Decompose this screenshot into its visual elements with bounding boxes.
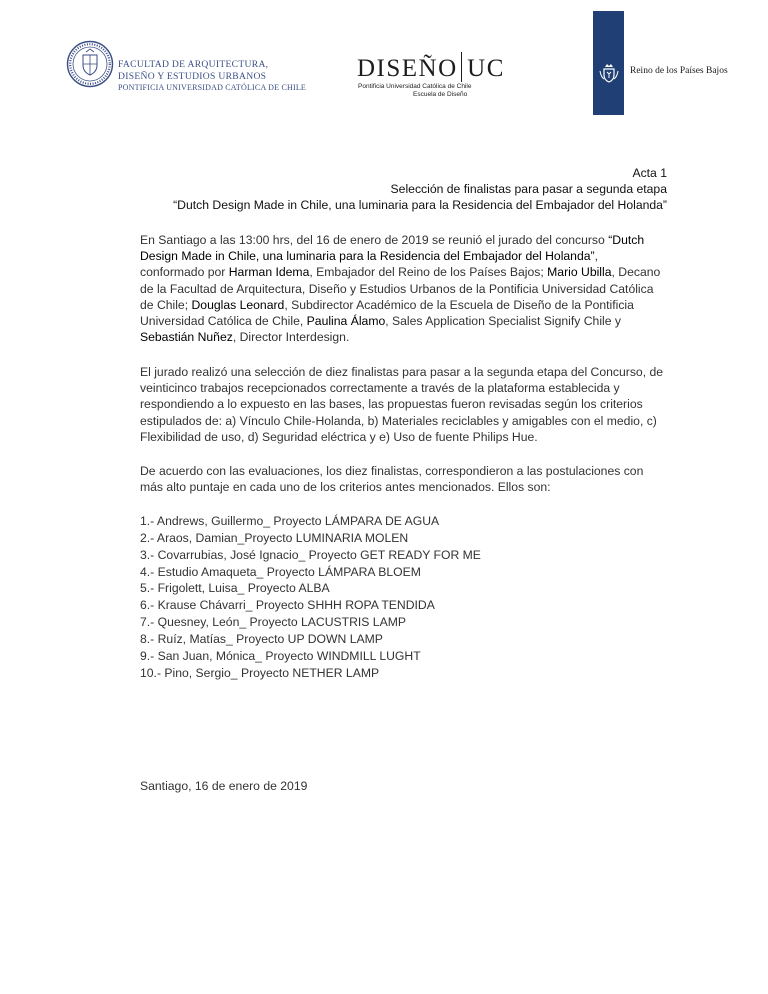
diseno-uc-logo	[357, 52, 505, 83]
paragraph-text: , Director Interdesign.	[232, 330, 350, 345]
finalist-item: 7.- Quesney, León_ Proyecto LACUSTRIS LAMP	[140, 615, 406, 630]
faculty-line-3: PONTIFICIA UNIVERSIDAD CATÓLICA DE CHILE	[118, 83, 306, 92]
closing-date: Santiago, 16 de enero de 2019	[140, 779, 308, 793]
finalist-item: 4.- Estudio Amaqueta_ Proyecto LÁMPARA BLOEM	[140, 564, 421, 579]
logo-divider	[461, 52, 463, 82]
finalist-item: 3.- Covarrubias, José Ignacio_ Proyecto GET READY FOR ME	[140, 547, 481, 562]
paragraph-text: En Santiago a las 13:00 hrs, del 16 de enero de 2019 se reunió el jurado del concurso	[140, 233, 609, 247]
finalists-list	[140, 513, 481, 681]
contest-name: “Dutch Design Made in Chile, una luminaria para la Residencia del Embajador del Holanda”	[173, 198, 667, 212]
faculty-line-1: FACULTAD DE ARQUITECTURA,	[118, 59, 269, 70]
netherlands-crest-icon	[598, 62, 620, 84]
finalist-item: 6.- Krause Chávarri_ Proyecto SHHH ROPA TENDIDA	[140, 598, 435, 613]
selection-paragraph: El jurado realizó una selección de diez finalistas para pasar a la segunda etapa del Concurso, de veinticinco trabajos recepcionados correctamente a través de la plataforma establecida y respondiendo a lo expuesto en las bases, las propuestas fueron revisadas según los criterios estipulados de: a) Vínculo Chile-Holanda, b) Materiales reciclables y amigables con el medio, c) Flexibilidad de uso, d) Seguridad eléctrica y e) Uso de fuente Philips Hue.	[140, 365, 664, 444]
finalist-item: 1.- Andrews, Guillermo_ Proyecto LÁMPARA DE AGUA	[140, 514, 440, 528]
finalist-item: 8.- Ruíz, Matías_ Proyecto UP DOWN LAMP	[140, 631, 383, 646]
paragraph-text: , Embajador del Reino de los Países Bajos;	[309, 265, 548, 280]
finalist-item: 2.- Araos, Damian_Proyecto LUMINARIA MOLEN	[140, 530, 409, 545]
finalist-item: 5.- Frigolett, Luisa_ Proyecto ALBA	[140, 581, 330, 596]
document-subtitle: Selección de finalistas para pasar a segunda etapa	[390, 182, 667, 196]
emphasized-text: Paulina Álamo	[306, 314, 386, 329]
emphasized-text: Harman Idema	[228, 265, 310, 280]
paragraph-text: , Sales Application Specialist Signify Chile y	[385, 314, 621, 329]
paragraph-text: , conformado por	[140, 249, 598, 280]
faculty-line-2: DISEÑO Y ESTUDIOS URBANOS	[118, 70, 267, 82]
university-seal-logo	[66, 40, 114, 88]
paragraph-text: , Subdirector Académico de la Escuela de Diseño de la Pontificia Universidad Católica de Chile,	[140, 297, 634, 329]
emphasized-text: “Dutch Design Made in Chile, una luminaria para la Residencia del Embajador del Holanda”	[140, 233, 645, 264]
faculty-name-text	[118, 59, 306, 94]
emphasized-text: Douglas Leonard	[191, 297, 285, 312]
diseno-uc-school: Escuela de Diseño	[413, 91, 468, 98]
evaluation-paragraph: De acuerdo con las evaluaciones, los diez finalistas, correspondieron a las postulaciones con más alto puntaje en cada uno de los criterios antes mencionados. Ellos son:	[140, 464, 644, 495]
uc-word: UC	[467, 55, 505, 82]
netherlands-name: Reino de los Países Bajos	[630, 66, 728, 76]
diseno-word: DISEÑO	[357, 55, 458, 82]
document-title: Acta 1	[632, 166, 667, 180]
diseno-uc-university: Pontificia Universidad Católica de Chile	[358, 83, 472, 90]
finalist-item: 10.- Pino, Sergio_ Proyecto NETHER LAMP	[140, 665, 380, 680]
finalist-item: 9.- San Juan, Mónica_ Proyecto WINDMILL LUGHT	[140, 648, 421, 663]
emphasized-text: Sebastián Nuñez	[140, 330, 233, 345]
emphasized-text: Mario Ubilla	[547, 265, 612, 280]
paragraph-text: , Decano de la Facultad de Arquitectura, Diseño y Estudios Urbanos de la Pontificia Universidad Católica de Chile;	[140, 265, 661, 312]
jury-paragraph	[140, 232, 665, 345]
